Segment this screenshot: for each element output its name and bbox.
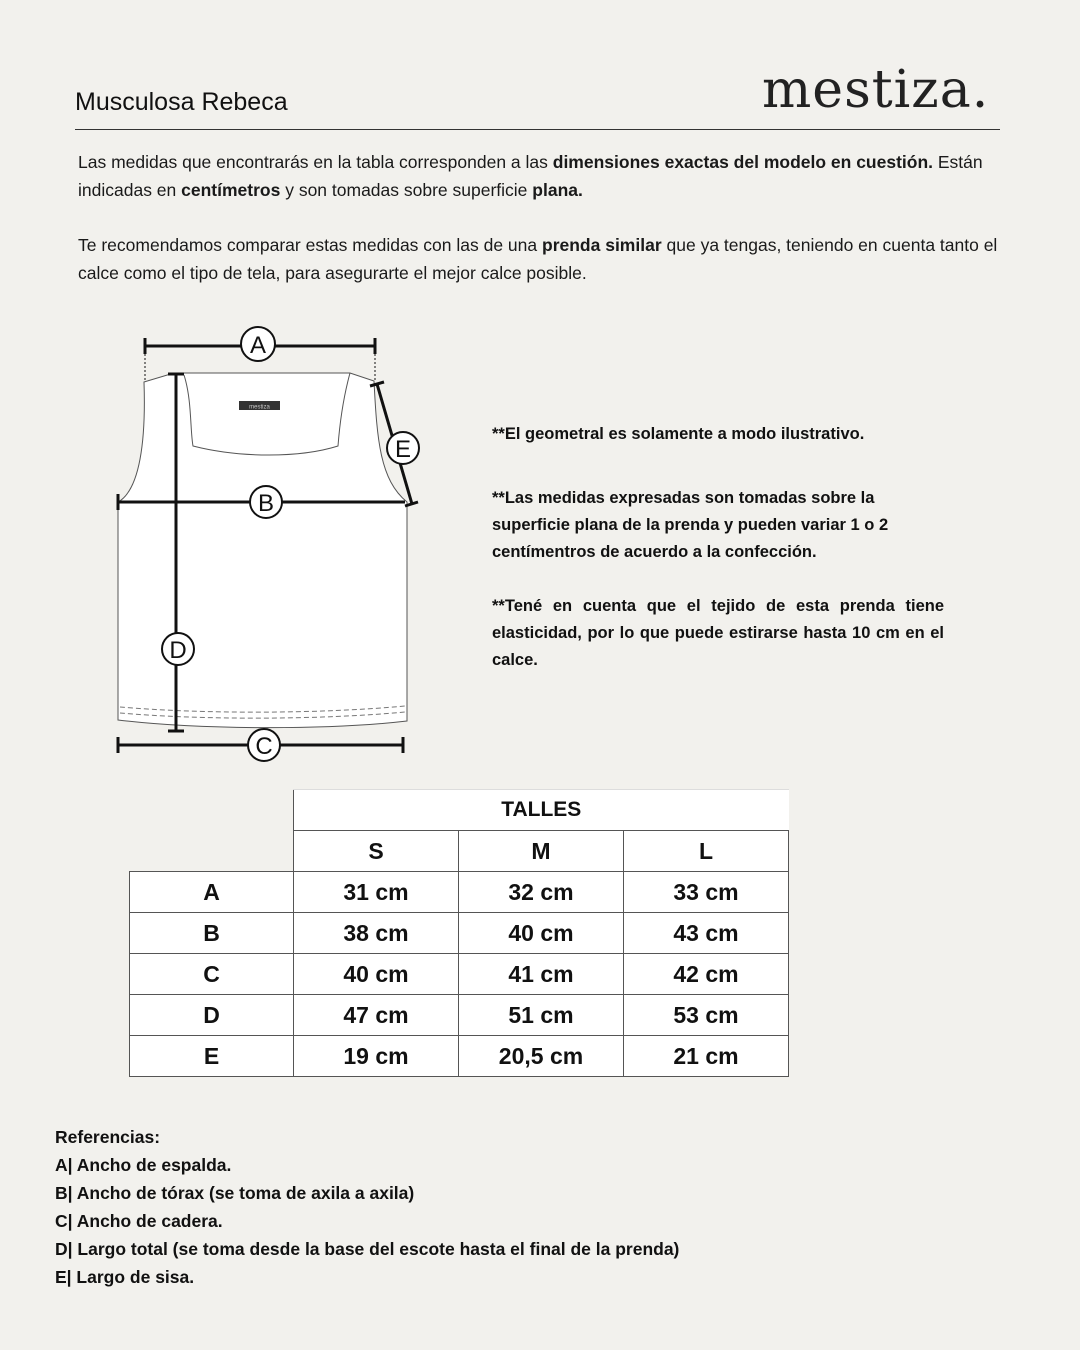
measurement-cell: 51 cm (459, 995, 624, 1036)
measurement-cell: 32 cm (459, 872, 624, 913)
table-row (130, 1036, 789, 1077)
measurement-cell: 47 cm (294, 995, 459, 1036)
size-table (129, 789, 789, 1077)
garment-outline (118, 373, 407, 728)
references (55, 1123, 679, 1291)
measurement-cell: 43 cm (624, 913, 789, 954)
reference-item: C| Ancho de cadera. (55, 1211, 223, 1231)
reference-item: D| Largo total (se toma desde la base del escote hasta el final de la prenda) (55, 1239, 680, 1259)
intro-text-run: plana. (532, 180, 583, 200)
intro-text-run: y son tomadas sobre superficie (280, 180, 533, 200)
measurement-cell: 42 cm (624, 954, 789, 995)
size-header: M (459, 831, 624, 872)
measurement-cell: 41 cm (459, 954, 624, 995)
measurement-cell: 33 cm (624, 872, 789, 913)
label-c: C (255, 733, 273, 760)
measurement-cell: 20,5 cm (459, 1036, 624, 1077)
note-measurement-variance: **Las medidas expresadas son tomadas sobre la superficie plana de la prenda y pueden variar 1 o 2 centímentros de acuerdo a la confección. (492, 489, 889, 561)
garment-tag-text: mestiza (249, 404, 270, 411)
reference-item: E| Largo de sisa. (55, 1267, 195, 1287)
row-label: B (130, 913, 294, 954)
reference-item: B| Ancho de tórax (se toma de axila a axila) (55, 1183, 415, 1203)
row-label: C (130, 954, 294, 995)
intro-text-run: centímetros (181, 180, 281, 200)
row-label: A (130, 872, 294, 913)
intro-text-run: Las medidas que encontrarás en la tabla corresponden a las (78, 152, 553, 172)
measurement-cell: 53 cm (624, 995, 789, 1036)
measurement-cell: 40 cm (294, 954, 459, 995)
label-d: D (169, 637, 187, 664)
size-header: L (624, 831, 789, 872)
size-header: S (294, 831, 459, 872)
measurement-cell: 19 cm (294, 1036, 459, 1077)
brand-logo: mestiza. (762, 60, 990, 120)
label-a: A (249, 332, 267, 359)
intro-text-run: Te recomendamos comparar estas medidas con las de una (78, 235, 542, 255)
row-label: E (130, 1036, 294, 1077)
product-title: Musculosa Rebeca (75, 88, 288, 116)
references-title: Referencias: (55, 1127, 161, 1147)
measurement-cell: 40 cm (459, 913, 624, 954)
table-row (130, 872, 789, 913)
label-b: B (257, 490, 275, 517)
measurement-cell: 31 cm (294, 872, 459, 913)
note-elasticity: **Tené en cuenta que el tejido de esta prenda tiene elasticidad, por lo que puede estirarse hasta 10 cm en el calce. (492, 597, 944, 669)
table-row (130, 995, 789, 1036)
measurement-cell: 38 cm (294, 913, 459, 954)
intro-text-run: Están indicadas en (78, 152, 983, 200)
table-row (130, 954, 789, 995)
note-illustrative: **El geometral es solamente a modo ilustrativo. (492, 425, 865, 443)
measurement-cell: 21 cm (624, 1036, 789, 1077)
intro-text-run: que ya tengas, teniendo en cuenta tanto el calce como el tipo de tela, para asegurarte el mejor calce posible. (78, 235, 998, 283)
intro-text-run: dimensiones exactas del modelo en cuestión. (552, 152, 934, 172)
table-header-talles: TALLES (294, 790, 789, 831)
row-label: D (130, 995, 294, 1036)
label-e: E (394, 436, 412, 463)
reference-item: A| Ancho de espalda. (55, 1155, 232, 1175)
table-row (130, 913, 789, 954)
intro-text-run: prenda similar (542, 235, 662, 255)
